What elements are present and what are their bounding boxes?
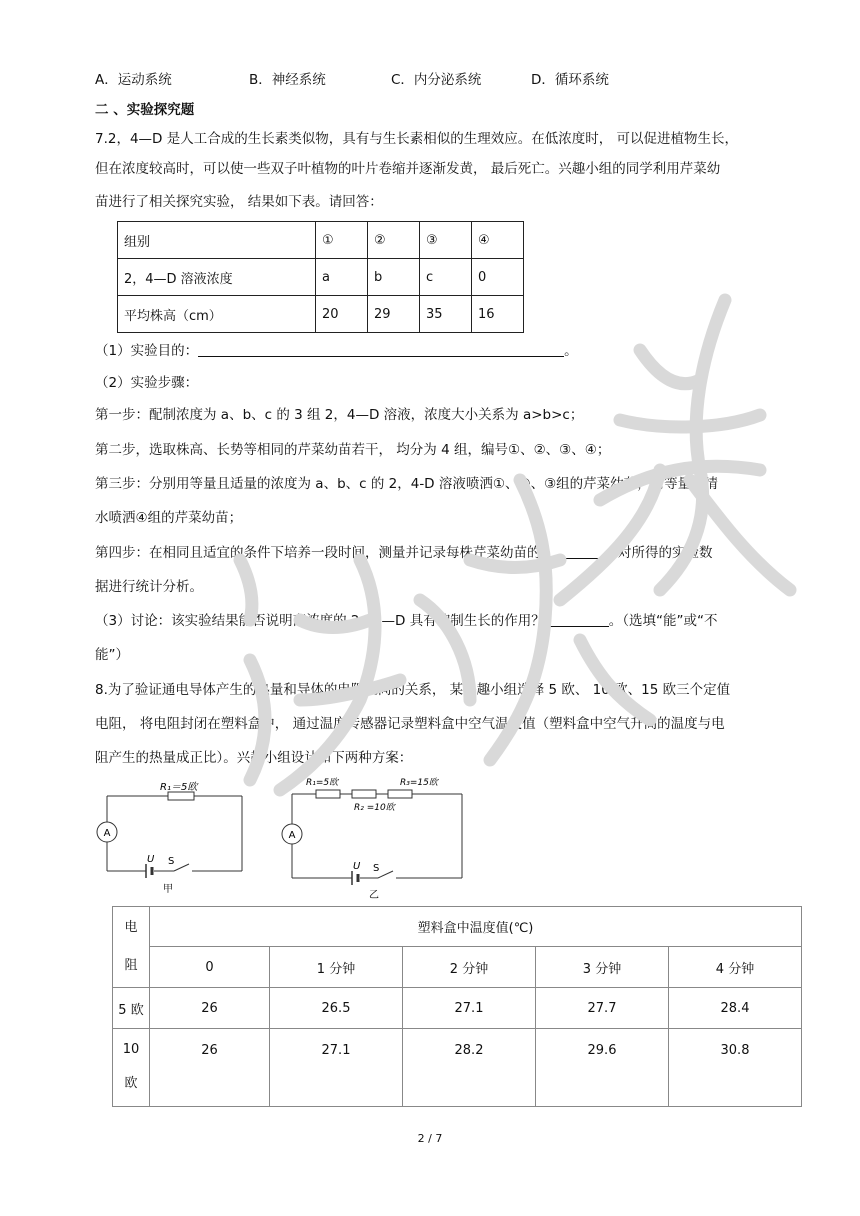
q8-text-line1: 8.为了验证通电导体产生的热量和导体的电阻之间的关系， 某兴趣小组选择 5 欧、 10 欧、15 欧三个定值 (95, 682, 731, 698)
row-label-bottom: 欧 (124, 1076, 138, 1091)
table-row (118, 259, 524, 296)
table-cell: 组别 (118, 222, 316, 259)
table-cell: c (420, 259, 472, 296)
q7-sub1-suffix: 。 (564, 343, 578, 359)
resistor-r2-label: R₂ =10欧 (354, 803, 395, 813)
row-label (113, 1029, 150, 1107)
table-cell: 28.2 (403, 1029, 536, 1107)
table-cell: 27.1 (270, 1029, 403, 1107)
table-row (113, 1029, 802, 1107)
q7-step4-line2: 据进行统计分析。 (95, 579, 203, 595)
table-cell: ② (368, 222, 420, 259)
table-cell: 27.1 (403, 988, 536, 1029)
table-row (113, 947, 802, 988)
q7-text-line2: 但在浓度较高时，可以使一些双子叶植物的叶片卷缩并逐渐发黄， 最后死亡。兴趣小组的同学利用芹菜幼 (95, 161, 721, 177)
ammeter-symbol: A (103, 828, 111, 839)
table-cell: 26 (150, 988, 270, 1029)
table-cell: ① (316, 222, 368, 259)
circuit-caption-jia: 甲 (163, 884, 173, 895)
q7-step2: 第二步，选取株高、长势等相同的芹菜幼苗若干， 均分为 4 组，编号①、②、③、④； (95, 442, 611, 458)
switch-s-label: S (373, 863, 380, 874)
option-d: D．循环系统 (531, 72, 609, 88)
table-cell: a (316, 259, 368, 296)
table-cell: 0 (150, 947, 270, 988)
row-label: 5 欧 (113, 988, 150, 1029)
page-number: 2 / 7 (417, 1132, 443, 1145)
table-cell: 平均株高（cm） (118, 296, 316, 333)
q7-step4-answer-blank[interactable] (541, 544, 605, 559)
q7-step4-prefix: 第四步：在相同且适宜的条件下培养一段时间，测量并记录每株芹菜幼苗的 (95, 545, 541, 561)
row-header-bottom: 阻 (124, 958, 138, 973)
q7-sub3-answer-blank[interactable] (545, 612, 609, 627)
table-cell: 35 (420, 296, 472, 333)
ammeter-symbol: A (288, 830, 296, 841)
switch-s-label: S (168, 856, 175, 867)
option-c: C．内分泌系统 (391, 72, 482, 88)
row-header-top: 电 (124, 920, 138, 935)
table-cell: 29.6 (536, 1029, 669, 1107)
q7-sub1-answer-blank[interactable] (198, 342, 564, 357)
q7-sub1-prefix: （1）实验目的： (95, 343, 199, 359)
q7-sub3-suffix: 。（选填“能”或“不 (608, 613, 718, 629)
q8-text-line3: 阻产生的热量成正比）。兴趣小组设计如下两种方案： (95, 750, 413, 766)
resistor-r3-label: R₃=15欧 (400, 778, 438, 788)
option-a: A．运动系统 (95, 72, 172, 88)
voltage-u-label: U (147, 854, 155, 865)
circuit-caption-yi: 乙 (369, 890, 379, 901)
q7-step3-line2: 水喷洒④组的芹菜幼苗； (95, 510, 243, 526)
section-title: 二 、实验探究题 (95, 102, 195, 118)
q7-text-line3: 苗进行了相关探究实验， 结果如下表。请回答： (95, 194, 383, 210)
table-cell: 2，4—D 溶液浓度 (118, 259, 316, 296)
q7-step3-line1: 第三步：分别用等量且适量的浓度为 a、b、c 的 2，4-D 溶液喷洒①、②、③组的芹菜幼苗，用等量的清 (95, 476, 719, 492)
table-cell: ③ (420, 222, 472, 259)
resistor-r1-label: R₁=5欧 (306, 778, 339, 788)
table-cell: 26 (150, 1029, 270, 1107)
table-cell: 1 分钟 (270, 947, 403, 988)
q7-sub2: （2）实验步骤： (95, 375, 199, 391)
circuit-diagram-jia (92, 778, 252, 898)
voltage-u-label: U (353, 861, 361, 872)
table-cell: 26.5 (270, 988, 403, 1029)
table-cell: 29 (368, 296, 420, 333)
q7-step4-line1 (95, 544, 713, 562)
table-cell: 16 (472, 296, 524, 333)
q8-text-line2: 电阻， 将电阻封闭在塑料盒中， 通过温度传感器记录塑料盒中空气温度值（塑料盒中空气升高的温度与电 (95, 716, 725, 732)
table-cell: 2 分钟 (403, 947, 536, 988)
row-label-top: 10 (122, 1042, 140, 1057)
table-cell: 4 分钟 (669, 947, 802, 988)
table-row (118, 296, 524, 333)
row-header-resistance (113, 907, 150, 988)
temperature-title: 塑料盒中温度值(℃) (150, 907, 802, 947)
table-row (118, 222, 524, 259)
table-cell: 27.7 (536, 988, 669, 1029)
resistor-r1-label: R₁＝5欧 (160, 782, 198, 793)
table-cell: 30.8 (669, 1029, 802, 1107)
table-cell: 0 (472, 259, 524, 296)
q7-sub3-line1 (95, 612, 717, 630)
table-cell: 20 (316, 296, 368, 333)
q7-sub3-line2: 能”） (95, 647, 129, 663)
table-cell: b (368, 259, 420, 296)
q7-step4-suffix: ，对所得的实验数 (604, 545, 713, 561)
table-cell: 3 分钟 (536, 947, 669, 988)
table-cell: ④ (472, 222, 524, 259)
table-cell: 28.4 (669, 988, 802, 1029)
q7-sub3-prefix: （3）讨论：该实验结果能否说明高浓度的 2，4—D 具有抑制生长的作用？ (95, 613, 545, 629)
table-row (113, 988, 802, 1029)
q7-text-line1: 7.2，4—D 是人工合成的生长素类似物，具有与生长素相似的生理效应。在低浓度时， 可以促进植物生长， (95, 131, 739, 147)
q7-results-table (117, 221, 524, 333)
option-b: B．神经系统 (249, 72, 326, 88)
q8-temperature-table (112, 906, 802, 1107)
q7-sub1 (95, 342, 578, 360)
circuit-diagram-yi (278, 774, 474, 902)
table-row (113, 907, 802, 947)
q7-step1: 第一步：配制浓度为 a、b、c 的 3 组 2，4—D 溶液，浓度大小关系为 a>b>c； (95, 407, 584, 423)
